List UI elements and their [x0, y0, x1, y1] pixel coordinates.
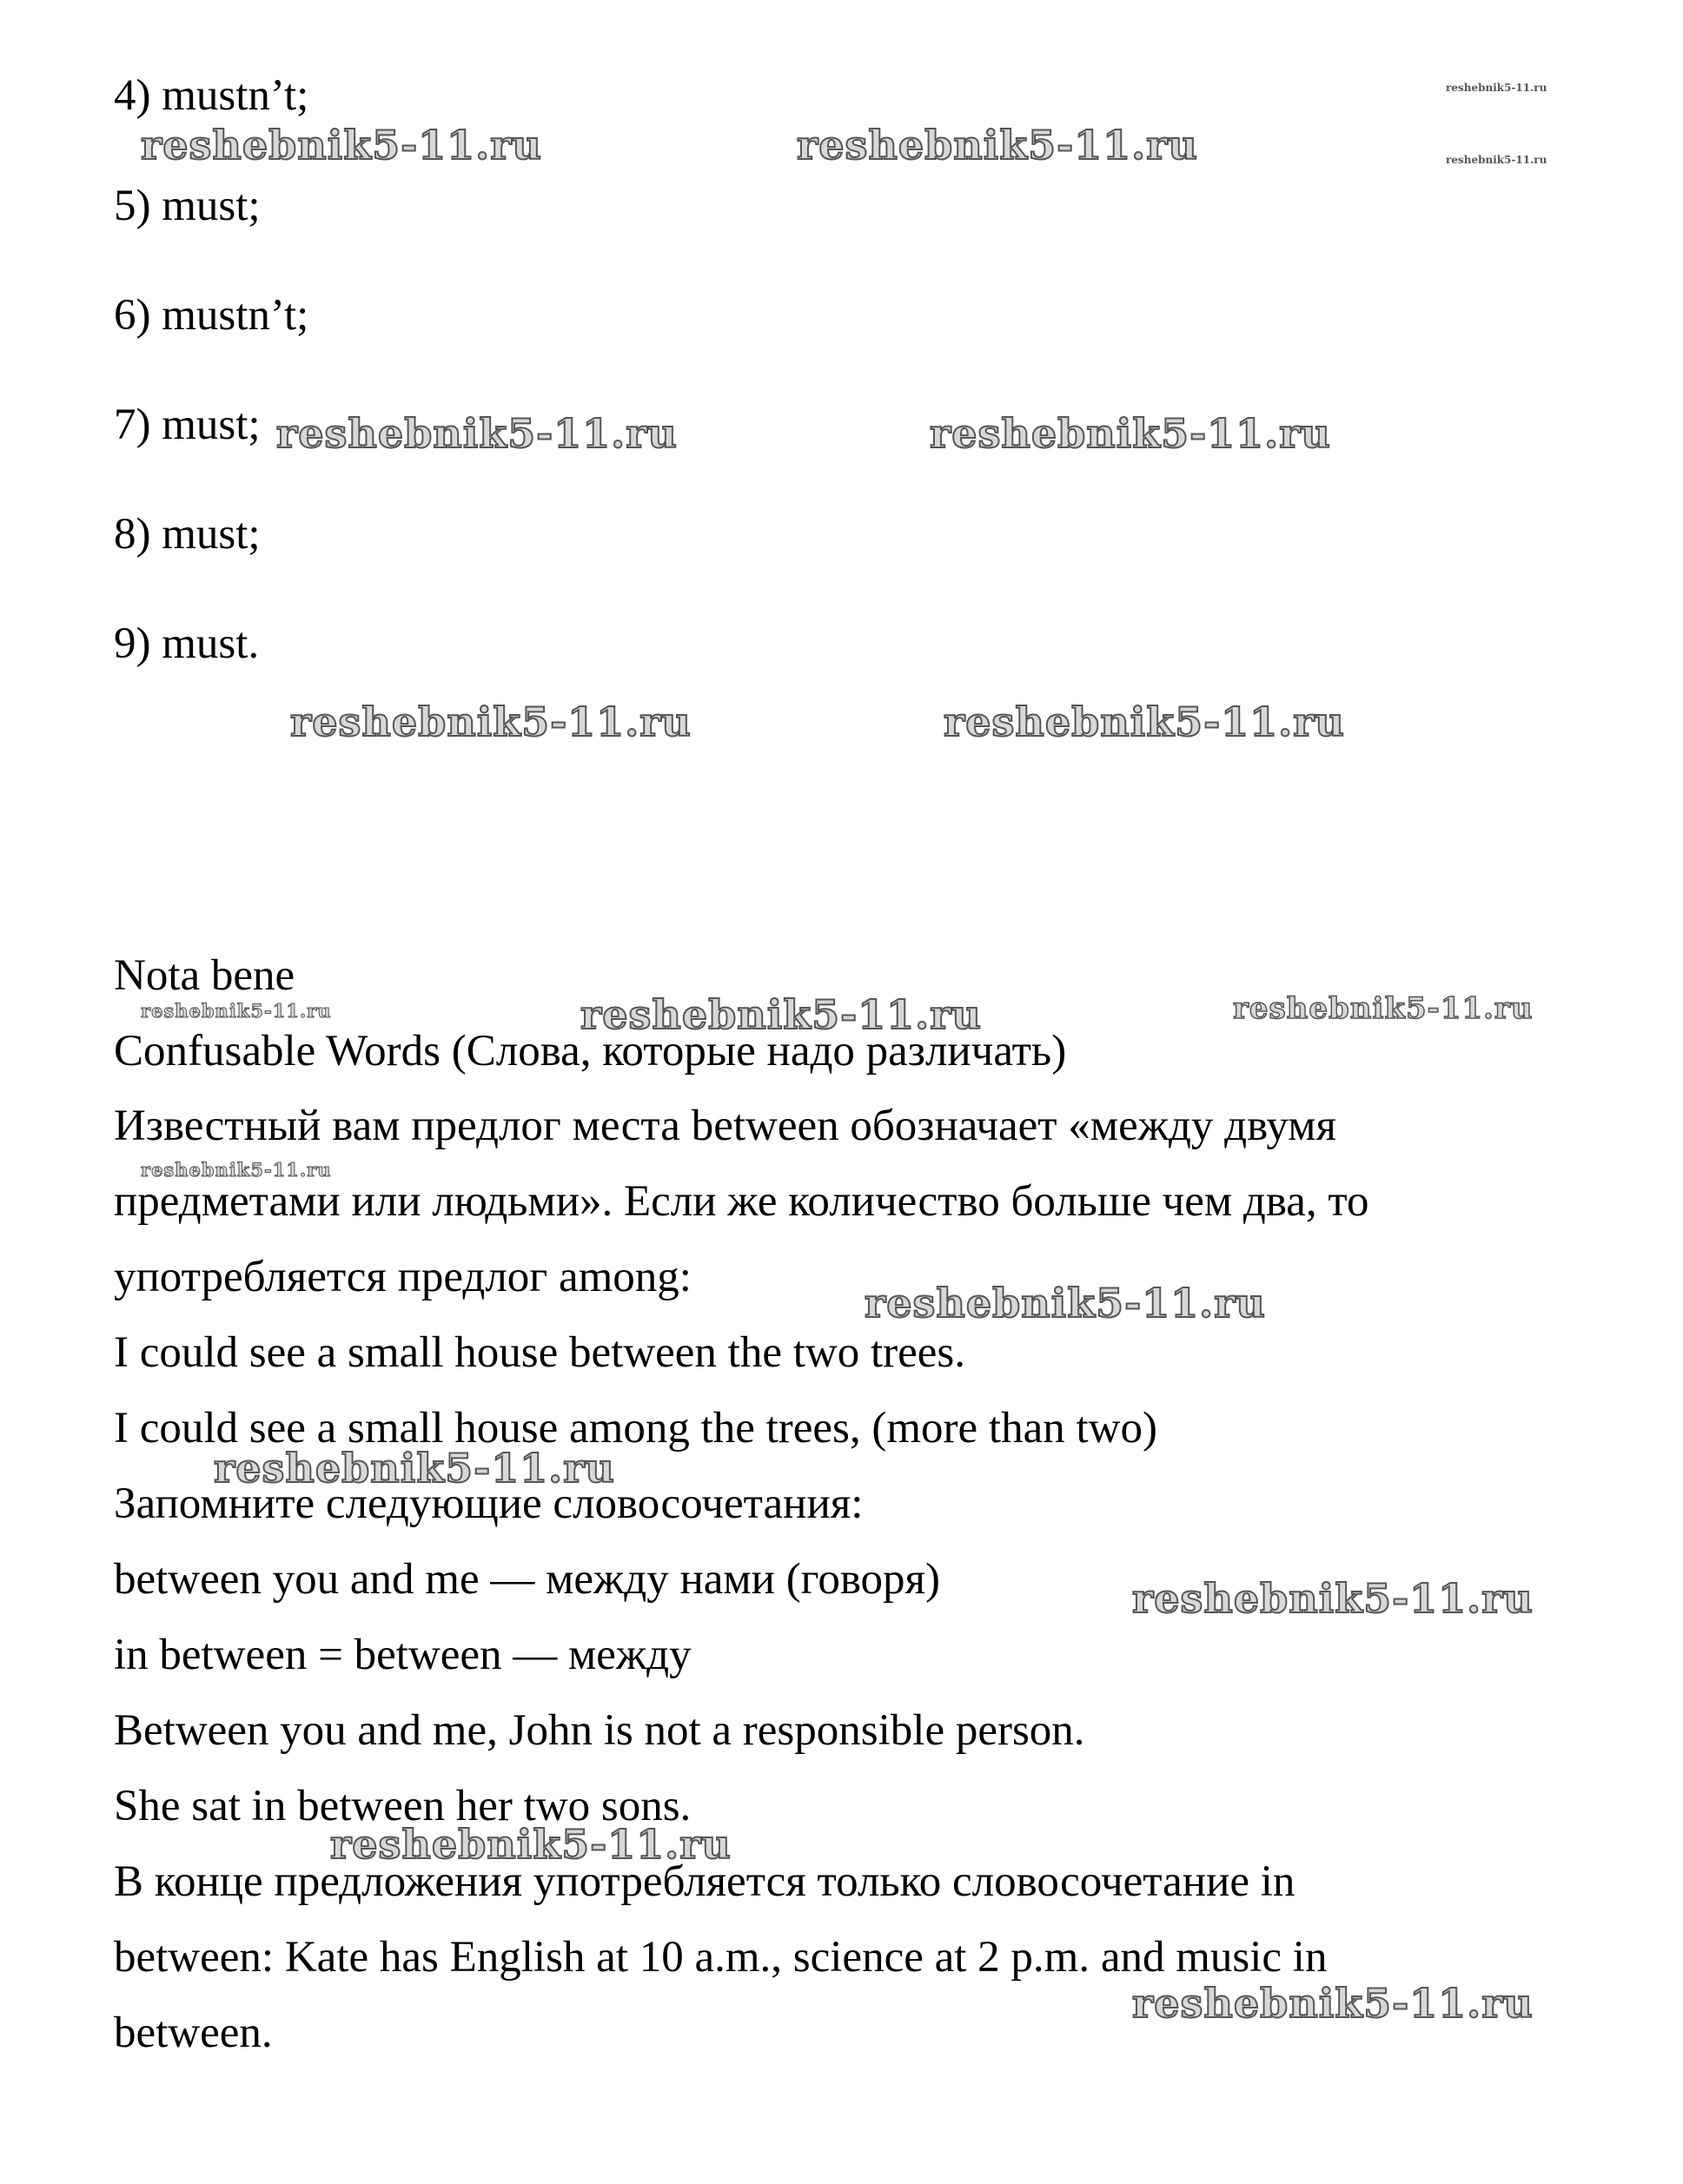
paragraph-line: употребляется предлог among: [114, 1253, 692, 1301]
answer-item-8: 8) must; [114, 510, 261, 559]
watermark: reshebnik5-11.ru [797, 122, 1198, 169]
paragraph-line: предметами или людьми». Если же количество больше чем два, то [114, 1177, 1369, 1226]
watermark: reshebnik5-11.ru [865, 1280, 1266, 1327]
watermark: reshebnik5-11.ru [580, 991, 982, 1038]
watermark: reshebnik5-11.ru [1446, 82, 1547, 94]
final-line: between: Kate has English at 10 a.m., science at 2 p.m. and music in [114, 1933, 1328, 1982]
watermark: reshebnik5-11.ru [141, 122, 542, 169]
phrase-line: She sat in between her two sons. [114, 1782, 692, 1830]
answer-item-6: 6) mustn’t; [114, 291, 309, 340]
watermark: reshebnik5-11.ru [1446, 154, 1547, 166]
watermark: reshebnik5-11.ru [330, 1821, 732, 1868]
answer-item-9: 9) must. [114, 619, 260, 668]
final-line: between. [114, 2009, 273, 2057]
answer-item-4: 4) mustn’t; [114, 71, 309, 120]
watermark: reshebnik5-11.ru [141, 1159, 332, 1181]
watermark: reshebnik5-11.ru [944, 698, 1345, 745]
watermark: reshebnik5-11.ru [141, 1000, 332, 1022]
paragraph-line: Известный вам предлог места between обозначает «между двумя [114, 1102, 1336, 1150]
answer-item-5: 5) must; [114, 182, 261, 230]
phrase-line: in between = between — между [114, 1631, 692, 1679]
phrase-line: between you and me — между нами (говоря) [114, 1555, 940, 1604]
watermark: reshebnik5-11.ru [1132, 1575, 1534, 1622]
watermark: reshebnik5-11.ru [1132, 1980, 1534, 2027]
phrase-line: Between you and me, John is not a responsible person. [114, 1706, 1085, 1755]
watermark: reshebnik5-11.ru [1233, 991, 1534, 1026]
example-among: I could see a small house among the trees, (more than two) [114, 1404, 1157, 1453]
remember-title: Запомните следующие словосочетания: [114, 1479, 864, 1528]
watermark: reshebnik5-11.ru [930, 410, 1331, 457]
nota-bene-heading: Nota bene [114, 951, 295, 1000]
example-between: I could see a small house between the two trees. [114, 1328, 966, 1377]
watermark: reshebnik5-11.ru [276, 410, 678, 457]
watermark: reshebnik5-11.ru [290, 698, 692, 745]
confusable-words-heading: Confusable Words (Слова, которые надо различать) [114, 1027, 1067, 1075]
final-line: В конце предложения употребляется только словосочетание in [114, 1857, 1295, 1906]
watermark: reshebnik5-11.ru [214, 1445, 615, 1492]
answer-item-7: 7) must; [114, 400, 261, 449]
